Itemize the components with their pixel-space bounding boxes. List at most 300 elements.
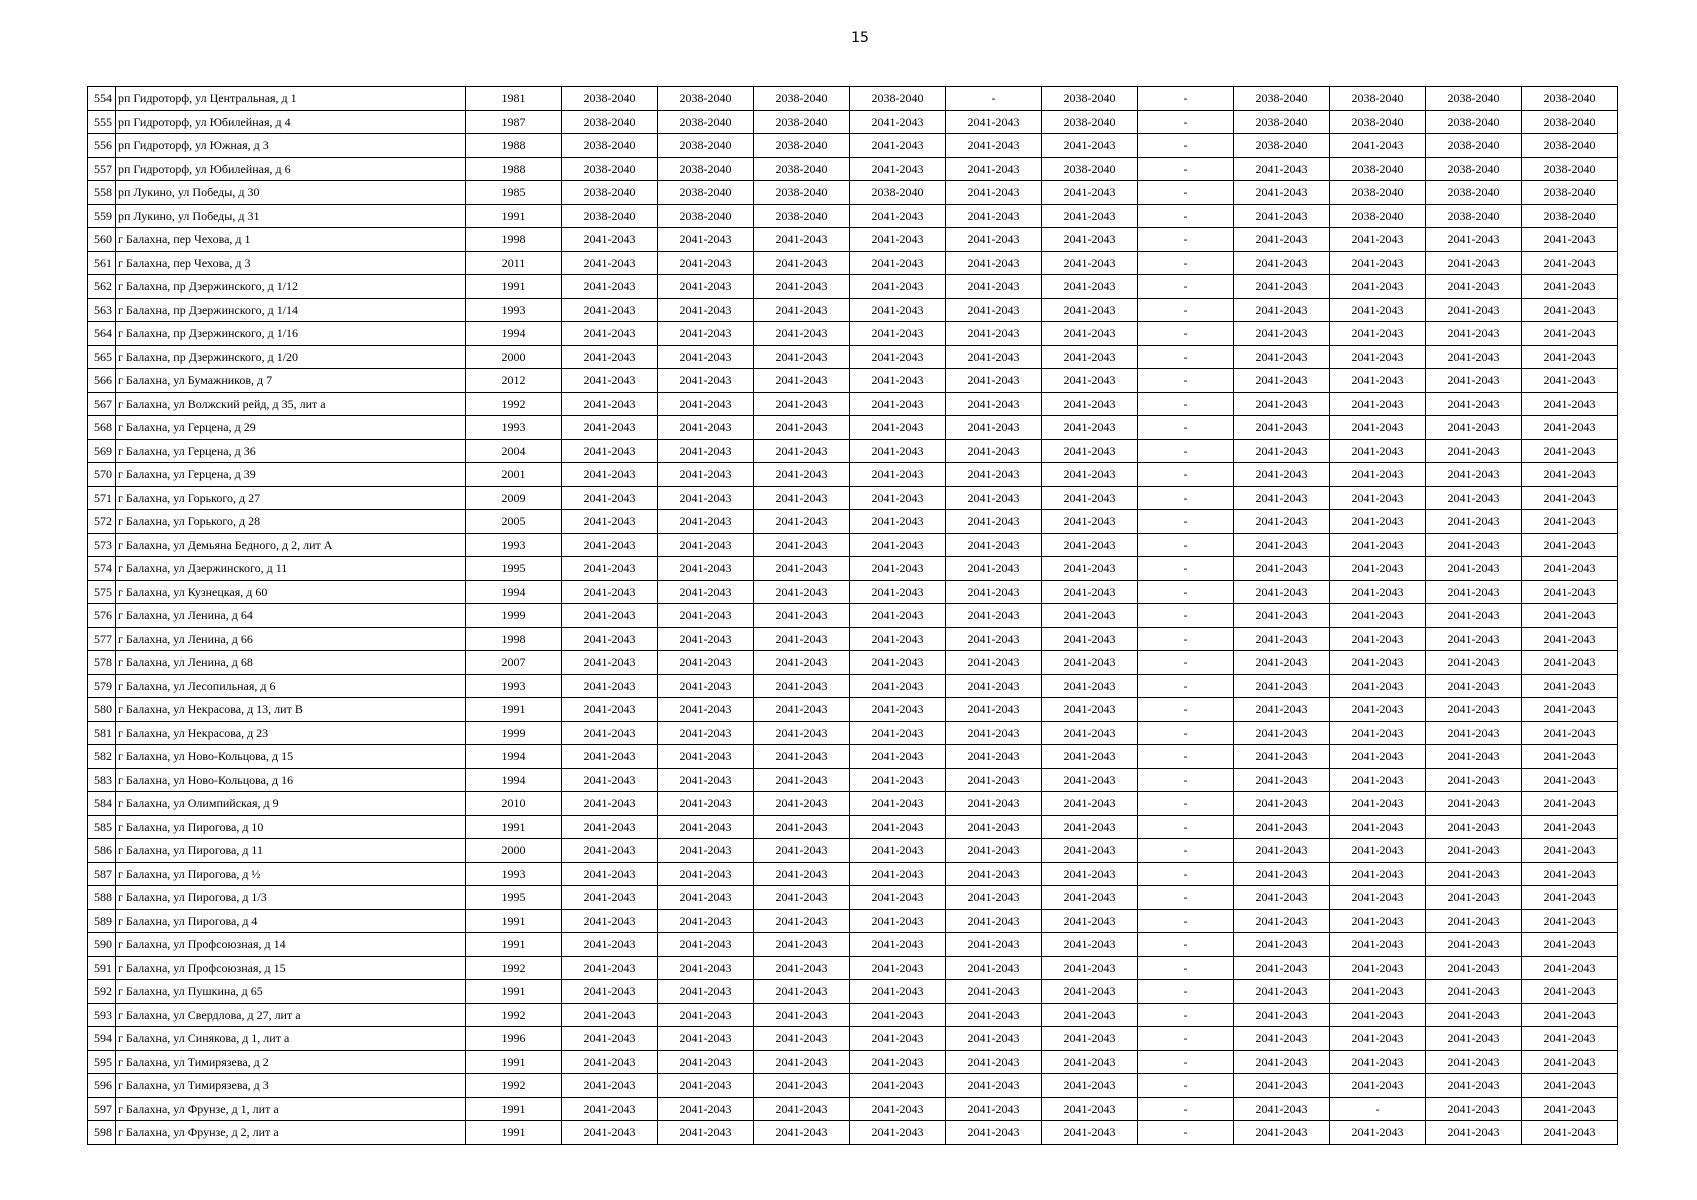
row-number-cell: 571 [88,486,116,510]
period-cell: 2041-2043 [562,416,658,440]
row-number-cell: 583 [88,768,116,792]
repair-schedule-table [87,86,1618,1145]
year-built-cell: 1992 [466,956,562,980]
year-built-cell: 1994 [466,322,562,346]
period-cell: 2041-2043 [1426,369,1522,393]
period-cell: 2041-2043 [946,1050,1042,1074]
period-cell: 2041-2043 [850,721,946,745]
period-cell: - [1138,134,1234,158]
period-cell: - [1138,87,1234,111]
address-cell: г Балахна, ул Демьяна Бедного, д 2, лит А [116,533,466,557]
period-cell: 2041-2043 [1234,557,1330,581]
period-cell: 2041-2043 [754,580,850,604]
period-cell: 2038-2040 [1426,87,1522,111]
period-cell: - [1330,1097,1426,1121]
year-built-cell: 2011 [466,251,562,275]
row-number-cell: 593 [88,1003,116,1027]
row-number-cell: 565 [88,345,116,369]
year-built-cell: 1993 [466,862,562,886]
period-cell: 2041-2043 [1042,933,1138,957]
row-number-cell: 596 [88,1074,116,1098]
row-number-cell: 598 [88,1121,116,1145]
year-built-cell: 2009 [466,486,562,510]
period-cell: - [1138,627,1234,651]
address-cell: г Балахна, ул Герцена, д 39 [116,463,466,487]
period-cell: 2041-2043 [754,815,850,839]
period-cell: 2041-2043 [946,157,1042,181]
table-row [88,1027,1618,1051]
period-cell: 2041-2043 [1426,862,1522,886]
period-cell: 2041-2043 [1330,392,1426,416]
row-number-cell: 597 [88,1097,116,1121]
row-number-cell: 580 [88,698,116,722]
period-cell: 2041-2043 [1522,980,1618,1004]
period-cell: 2041-2043 [1330,369,1426,393]
table-row [88,792,1618,816]
table-row [88,510,1618,534]
year-built-cell: 1992 [466,1074,562,1098]
period-cell: 2041-2043 [1234,345,1330,369]
row-number-cell: 569 [88,439,116,463]
period-cell: - [1138,510,1234,534]
period-cell: 2041-2043 [1522,862,1618,886]
period-cell: 2041-2043 [850,322,946,346]
period-cell: 2041-2043 [850,745,946,769]
period-cell: 2041-2043 [658,815,754,839]
year-built-cell: 1991 [466,980,562,1004]
table-row [88,298,1618,322]
address-cell: рп Гидроторф, ул Южная, д 3 [116,134,466,158]
table-row [88,345,1618,369]
address-cell: г Балахна, пр Дзержинского, д 1/12 [116,275,466,299]
period-cell: 2041-2043 [658,1097,754,1121]
period-cell: 2041-2043 [1522,463,1618,487]
period-cell: - [1138,345,1234,369]
period-cell: 2041-2043 [850,1097,946,1121]
period-cell: 2038-2040 [754,181,850,205]
period-cell: 2041-2043 [1522,627,1618,651]
period-cell: 2041-2043 [562,463,658,487]
period-cell: 2041-2043 [1426,956,1522,980]
period-cell: 2041-2043 [658,604,754,628]
period-cell: 2041-2043 [850,956,946,980]
period-cell: 2038-2040 [1234,110,1330,134]
year-built-cell: 1987 [466,110,562,134]
period-cell: 2041-2043 [946,909,1042,933]
period-cell: 2041-2043 [946,698,1042,722]
period-cell: 2041-2043 [1234,651,1330,675]
period-cell: 2041-2043 [1426,768,1522,792]
table-row [88,439,1618,463]
period-cell: 2041-2043 [658,651,754,675]
period-cell: 2038-2040 [1522,204,1618,228]
period-cell: 2041-2043 [850,886,946,910]
row-number-cell: 556 [88,134,116,158]
year-built-cell: 1998 [466,627,562,651]
period-cell: - [1138,463,1234,487]
period-cell: 2041-2043 [562,557,658,581]
period-cell: 2041-2043 [946,956,1042,980]
period-cell: 2041-2043 [850,768,946,792]
address-cell: г Балахна, пр Дзержинского, д 1/16 [116,322,466,346]
period-cell: 2038-2040 [562,181,658,205]
row-number-cell: 595 [88,1050,116,1074]
period-cell: 2041-2043 [1522,322,1618,346]
period-cell: 2041-2043 [850,839,946,863]
period-cell: 2041-2043 [658,486,754,510]
period-cell: 2041-2043 [1522,909,1618,933]
address-cell: г Балахна, ул Свердлова, д 27, лит а [116,1003,466,1027]
period-cell: 2041-2043 [946,416,1042,440]
period-cell: 2041-2043 [946,674,1042,698]
year-built-cell: 1998 [466,228,562,252]
period-cell: 2041-2043 [754,698,850,722]
year-built-cell: 1994 [466,580,562,604]
period-cell: 2041-2043 [1426,604,1522,628]
row-number-cell: 575 [88,580,116,604]
period-cell: 2041-2043 [1522,1074,1618,1098]
period-cell: 2041-2043 [1522,298,1618,322]
period-cell: 2041-2043 [754,463,850,487]
table-row [88,157,1618,181]
period-cell: 2041-2043 [1042,1050,1138,1074]
period-cell: 2041-2043 [850,980,946,1004]
table-row [88,486,1618,510]
year-built-cell: 1993 [466,416,562,440]
table-row [88,933,1618,957]
period-cell: 2038-2040 [1234,134,1330,158]
row-number-cell: 594 [88,1027,116,1051]
period-cell: 2041-2043 [1234,204,1330,228]
page-number: 15 [851,30,869,46]
period-cell: 2041-2043 [1234,768,1330,792]
address-cell: г Балахна, ул Фрунзе, д 2, лит а [116,1121,466,1145]
period-cell: 2041-2043 [1522,1003,1618,1027]
period-cell: 2041-2043 [850,909,946,933]
period-cell: 2041-2043 [850,228,946,252]
period-cell: 2041-2043 [562,345,658,369]
period-cell: 2041-2043 [946,533,1042,557]
period-cell: 2041-2043 [850,580,946,604]
row-number-cell: 589 [88,909,116,933]
period-cell: 2038-2040 [1522,87,1618,111]
period-cell: - [1138,1050,1234,1074]
period-cell: 2041-2043 [1522,345,1618,369]
period-cell: - [1138,1097,1234,1121]
address-cell: г Балахна, ул Профсоюзная, д 15 [116,956,466,980]
period-cell: 2041-2043 [754,369,850,393]
period-cell: 2041-2043 [562,792,658,816]
period-cell: 2038-2040 [562,110,658,134]
period-cell: 2041-2043 [1234,956,1330,980]
address-cell: рп Гидроторф, ул Юбилейная, д 6 [116,157,466,181]
period-cell: 2041-2043 [1426,698,1522,722]
period-cell: - [1138,862,1234,886]
period-cell: 2041-2043 [850,1121,946,1145]
period-cell: 2041-2043 [562,956,658,980]
period-cell: 2041-2043 [946,839,1042,863]
period-cell: 2041-2043 [946,1074,1042,1098]
period-cell: 2041-2043 [1522,886,1618,910]
period-cell: 2038-2040 [1426,134,1522,158]
row-number-cell: 570 [88,463,116,487]
period-cell: 2041-2043 [1234,1097,1330,1121]
period-cell: 2041-2043 [1234,298,1330,322]
period-cell: 2041-2043 [1522,533,1618,557]
period-cell: 2041-2043 [754,768,850,792]
period-cell: 2041-2043 [850,251,946,275]
table-row [88,1003,1618,1027]
table-row [88,1050,1618,1074]
period-cell: 2041-2043 [1234,157,1330,181]
period-cell: 2041-2043 [1042,580,1138,604]
period-cell: 2041-2043 [946,557,1042,581]
period-cell: - [1138,416,1234,440]
table-row [88,392,1618,416]
period-cell: 2038-2040 [658,87,754,111]
period-cell: 2038-2040 [1522,110,1618,134]
period-cell: 2041-2043 [1522,698,1618,722]
address-cell: г Балахна, ул Синякова, д 1, лит а [116,1027,466,1051]
period-cell: 2041-2043 [1330,439,1426,463]
period-cell: 2041-2043 [1042,392,1138,416]
period-cell: 2041-2043 [1042,1074,1138,1098]
period-cell: 2041-2043 [562,369,658,393]
period-cell: 2041-2043 [754,604,850,628]
period-cell: 2041-2043 [1234,909,1330,933]
period-cell: 2041-2043 [1330,933,1426,957]
period-cell: 2041-2043 [850,604,946,628]
period-cell: 2041-2043 [1522,416,1618,440]
period-cell: 2041-2043 [562,392,658,416]
period-cell: 2041-2043 [1042,134,1138,158]
period-cell: 2041-2043 [946,745,1042,769]
period-cell: 2041-2043 [562,533,658,557]
row-number-cell: 558 [88,181,116,205]
period-cell: 2041-2043 [1426,1097,1522,1121]
period-cell: 2041-2043 [850,533,946,557]
address-cell: г Балахна, ул Ленина, д 64 [116,604,466,628]
period-cell: 2041-2043 [850,134,946,158]
period-cell: 2041-2043 [850,1027,946,1051]
table-row [88,251,1618,275]
period-cell: 2041-2043 [1426,1003,1522,1027]
table-row [88,87,1618,111]
period-cell: 2041-2043 [562,862,658,886]
period-cell: 2041-2043 [658,416,754,440]
period-cell: 2041-2043 [1234,862,1330,886]
year-built-cell: 1991 [466,1050,562,1074]
period-cell: 2041-2043 [1234,228,1330,252]
period-cell: 2041-2043 [754,345,850,369]
period-cell: 2041-2043 [658,933,754,957]
period-cell: 2041-2043 [562,674,658,698]
row-number-cell: 586 [88,839,116,863]
period-cell: 2041-2043 [754,792,850,816]
period-cell: 2041-2043 [1330,815,1426,839]
period-cell: 2041-2043 [562,1097,658,1121]
period-cell: 2041-2043 [1042,463,1138,487]
period-cell: 2041-2043 [754,674,850,698]
period-cell: 2041-2043 [1426,839,1522,863]
period-cell: 2041-2043 [850,1050,946,1074]
period-cell: 2041-2043 [658,1027,754,1051]
period-cell: 2041-2043 [562,815,658,839]
period-cell: 2041-2043 [658,557,754,581]
period-cell: - [1138,933,1234,957]
period-cell: 2038-2040 [1042,110,1138,134]
address-cell: г Балахна, ул Кузнецкая, д 60 [116,580,466,604]
row-number-cell: 560 [88,228,116,252]
period-cell: - [1138,392,1234,416]
period-cell: 2041-2043 [658,463,754,487]
period-cell: 2041-2043 [1426,815,1522,839]
period-cell: 2041-2043 [1234,463,1330,487]
period-cell: 2041-2043 [1234,181,1330,205]
period-cell: 2041-2043 [658,627,754,651]
row-number-cell: 557 [88,157,116,181]
period-cell: - [1138,1027,1234,1051]
row-number-cell: 578 [88,651,116,675]
address-cell: г Балахна, ул Тимирязева, д 2 [116,1050,466,1074]
period-cell: 2041-2043 [1330,345,1426,369]
period-cell: - [1138,698,1234,722]
period-cell: - [1138,956,1234,980]
period-cell: 2041-2043 [562,322,658,346]
table-row [88,533,1618,557]
period-cell: 2041-2043 [1042,228,1138,252]
period-cell: 2041-2043 [946,228,1042,252]
period-cell: 2041-2043 [1522,721,1618,745]
year-built-cell: 1991 [466,204,562,228]
period-cell: - [1138,980,1234,1004]
table-row [88,768,1618,792]
table-row [88,228,1618,252]
period-cell: 2041-2043 [1330,956,1426,980]
period-cell: 2041-2043 [1522,510,1618,534]
period-cell: 2038-2040 [754,157,850,181]
period-cell: 2041-2043 [658,1050,754,1074]
period-cell: 2041-2043 [1426,651,1522,675]
period-cell: 2041-2043 [1234,533,1330,557]
period-cell: 2041-2043 [562,721,658,745]
period-cell: 2038-2040 [754,87,850,111]
period-cell: 2041-2043 [754,1074,850,1098]
period-cell: 2041-2043 [1522,1097,1618,1121]
year-built-cell: 1992 [466,1003,562,1027]
year-built-cell: 1988 [466,134,562,158]
table-row [88,909,1618,933]
period-cell: 2041-2043 [1330,674,1426,698]
row-number-cell: 587 [88,862,116,886]
table-row [88,627,1618,651]
period-cell: 2041-2043 [658,1003,754,1027]
period-cell: 2041-2043 [850,345,946,369]
period-cell: 2041-2043 [1042,439,1138,463]
period-cell: 2041-2043 [658,533,754,557]
period-cell: 2041-2043 [946,392,1042,416]
period-cell: 2041-2043 [754,298,850,322]
year-built-cell: 1994 [466,745,562,769]
table-row [88,698,1618,722]
period-cell: 2041-2043 [1522,369,1618,393]
period-cell: 2041-2043 [562,909,658,933]
period-cell: 2041-2043 [754,956,850,980]
period-cell: 2041-2043 [946,181,1042,205]
period-cell: 2041-2043 [1234,721,1330,745]
address-cell: г Балахна, ул Некрасова, д 23 [116,721,466,745]
period-cell: 2041-2043 [1426,1027,1522,1051]
period-cell: 2041-2043 [946,815,1042,839]
period-cell: 2041-2043 [754,1050,850,1074]
period-cell: 2041-2043 [1330,604,1426,628]
table-row [88,463,1618,487]
period-cell: 2041-2043 [1042,533,1138,557]
year-built-cell: 1994 [466,768,562,792]
period-cell: - [1138,745,1234,769]
period-cell: - [1138,1074,1234,1098]
year-built-cell: 1999 [466,721,562,745]
address-cell: г Балахна, пер Чехова, д 3 [116,251,466,275]
address-cell: г Балахна, ул Пирогова, д 11 [116,839,466,863]
period-cell: 2041-2043 [1042,604,1138,628]
period-cell: 2041-2043 [850,815,946,839]
period-cell: 2041-2043 [658,768,754,792]
period-cell: 2041-2043 [850,392,946,416]
period-cell: 2041-2043 [1522,745,1618,769]
year-built-cell: 1985 [466,181,562,205]
period-cell: 2041-2043 [946,110,1042,134]
period-cell: 2041-2043 [946,862,1042,886]
period-cell: 2041-2043 [1042,956,1138,980]
period-cell: 2041-2043 [754,275,850,299]
period-cell: 2041-2043 [754,439,850,463]
period-cell: 2041-2043 [946,627,1042,651]
period-cell: 2041-2043 [754,228,850,252]
period-cell: 2041-2043 [658,392,754,416]
period-cell: 2041-2043 [850,698,946,722]
table-row [88,839,1618,863]
period-cell: 2041-2043 [562,228,658,252]
period-cell: 2041-2043 [1522,933,1618,957]
period-cell: - [1138,439,1234,463]
row-number-cell: 559 [88,204,116,228]
period-cell: 2041-2043 [946,651,1042,675]
period-cell: 2041-2043 [1330,275,1426,299]
period-cell: 2041-2043 [1522,228,1618,252]
table-row [88,580,1618,604]
period-cell: 2038-2040 [1426,157,1522,181]
table-row [88,322,1618,346]
period-cell: 2041-2043 [754,862,850,886]
period-cell: 2041-2043 [1042,1121,1138,1145]
period-cell: 2038-2040 [1426,204,1522,228]
period-cell: 2041-2043 [754,557,850,581]
period-cell: 2041-2043 [1426,1050,1522,1074]
address-cell: г Балахна, ул Горького, д 27 [116,486,466,510]
address-cell: рп Лукино, ул Победы, д 31 [116,204,466,228]
row-number-cell: 554 [88,87,116,111]
table-row [88,651,1618,675]
period-cell: 2041-2043 [562,886,658,910]
period-cell: - [1138,1003,1234,1027]
period-cell: 2041-2043 [754,886,850,910]
period-cell: 2041-2043 [850,1003,946,1027]
table-row [88,181,1618,205]
period-cell: 2041-2043 [562,1050,658,1074]
address-cell: г Балахна, ул Пирогова, д 4 [116,909,466,933]
period-cell: 2041-2043 [658,228,754,252]
